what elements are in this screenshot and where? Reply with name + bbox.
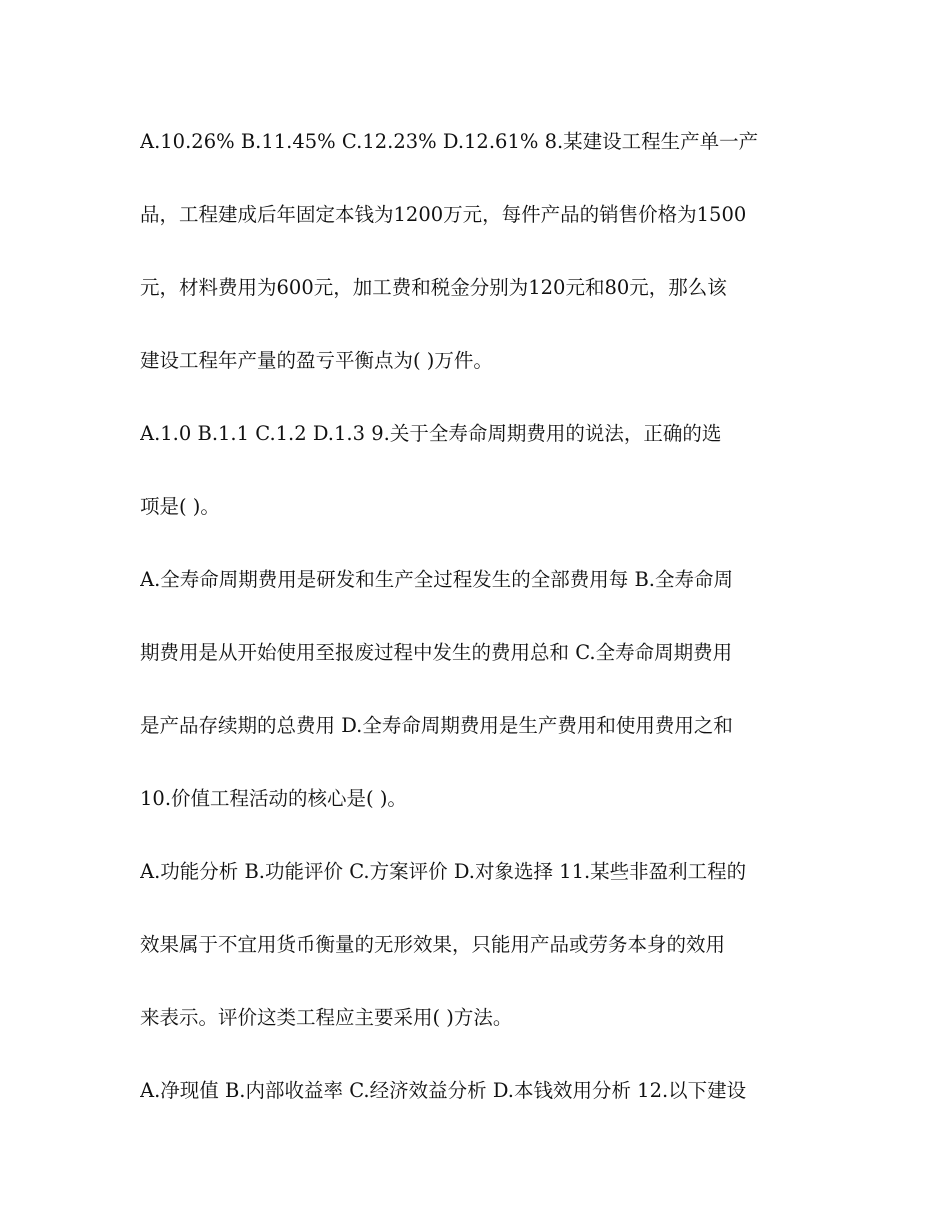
text-line-12: 效果属于不宜用货币衡量的无形效果，只能用产品或劳务本身的效用	[140, 933, 726, 956]
text-line-11: A.功能分析 B.功能评价 C.方案评价 D.对象选择 11.某些非盈利工程的	[140, 860, 747, 883]
text-line-6: 项是( )。	[140, 495, 220, 518]
text-line-7: A.全寿命周期费用是研发和生产全过程发生的全部费用每 B.全寿命周	[140, 568, 734, 591]
text-line-4: 建设工程年产量的盈亏平衡点为( )万件。	[140, 349, 493, 372]
text-line-1: A.10.26% B.11.45% C.12.23% D.12.61% 8.某建设工程生产单一产	[140, 130, 759, 153]
text-line-9: 是产品存续期的总费用 D.全寿命周期费用是生产费用和使用费用之和	[140, 714, 733, 737]
text-line-5: A.1.0 B.1.1 C.1.2 D.1.3 9.关于全寿命周期费用的说法，正确的选	[140, 422, 722, 445]
text-line-14: A.净现值 B.内部收益率 C.经济效益分析 D.本钱效用分析 12.以下建设	[140, 1079, 747, 1102]
text-line-2: 品，工程建成后年固定本钱为1200万元，每件产品的销售价格为1500	[140, 203, 747, 226]
text-line-10: 10.价值工程活动的核心是( )。	[140, 787, 407, 810]
text-line-13: 来表示。评价这类工程应主要采用( )方法。	[140, 1006, 513, 1029]
document-body	[140, 119, 820, 1141]
text-line-3: 元，材料费用为600元，加工费和税金分别为120元和80元，那么该	[140, 276, 727, 299]
text-line-8: 期费用是从开始使用至报废过程中发生的费用总和 C.全寿命周期费用	[140, 641, 733, 664]
